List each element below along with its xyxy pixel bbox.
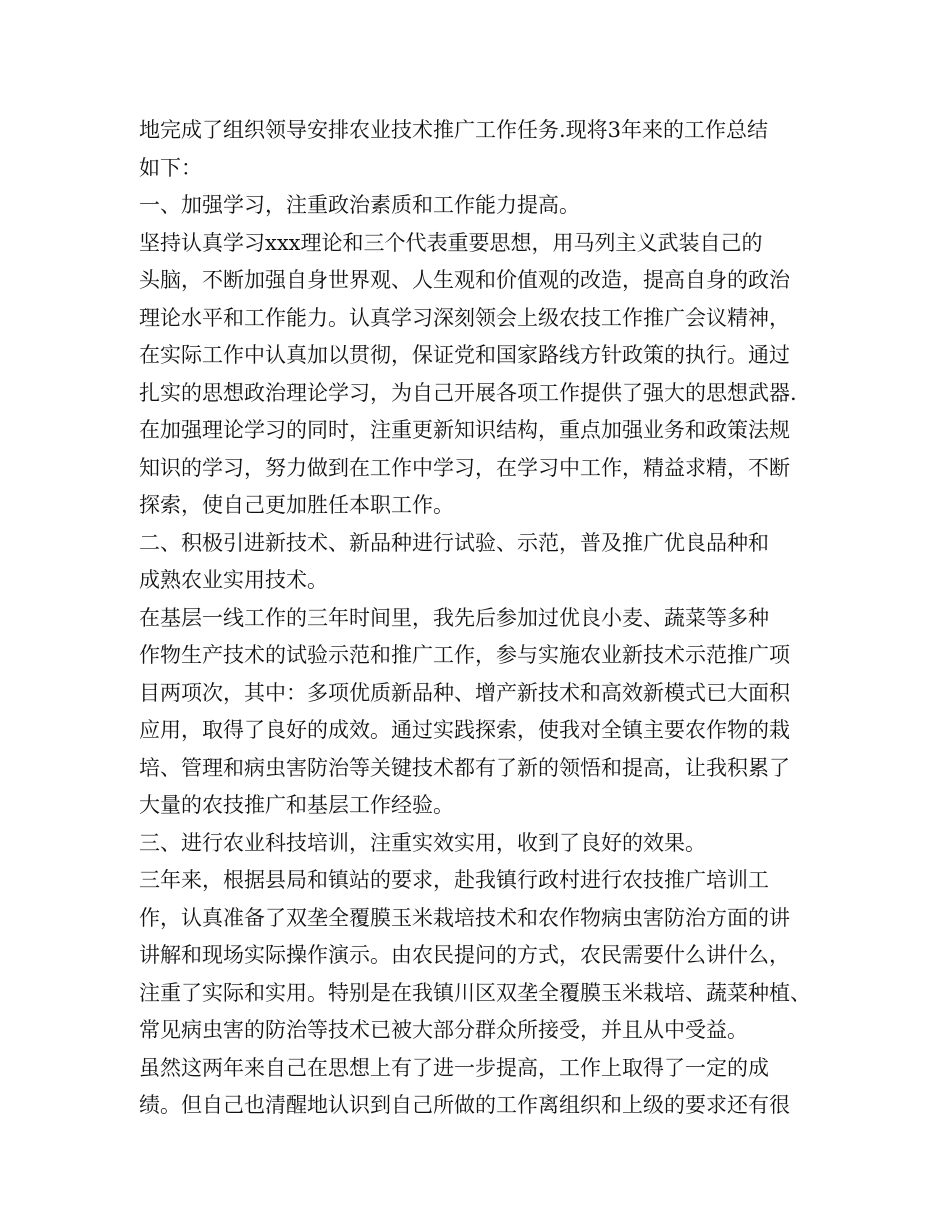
text-line: 注重了实际和实用。特别是在我镇川区双垄全覆膜玉米栽培、蔬菜种植、 (139, 980, 811, 1005)
text-line: 讲解和现场实际操作演示。由农民提问的方式，农民需要什么讲什么， (139, 943, 790, 967)
text-line: 如下： (139, 155, 202, 180)
text-line: 地完成了组织领导安排农业技术推广工作任务.现将3年来的工作总结 (139, 118, 769, 142)
text-line: 在实际工作中认真加以贯彻，保证党和国家路线方针政策的执行。通过 (139, 343, 790, 367)
text-line: 作物生产技术的试验示范和推广工作，参与实施农业新技术示范推广项 (139, 643, 790, 667)
text-line: 探索，使自己更加胜任本职工作。 (139, 493, 454, 517)
text-line: 三年来，根据县局和镇站的要求，赴我镇行政村进行农技推广培训工 (139, 868, 769, 892)
section-heading: 一、加强学习，注重政治素质和工作能力提高。 (139, 193, 580, 217)
text-line: 绩。但自己也清醒地认识到自己所做的工作离组织和上级的要求还有很 (139, 1093, 790, 1117)
text-line: 目两项次，其中：多项优质新品种、增产新技术和高效新模式已大面积 (139, 680, 790, 705)
section-heading: 二、积极引进新技术、新品种进行试验、示范，普及推广优良品种和 (139, 530, 769, 555)
text-line: 培、管理和病虫害防治等关键技术都有了新的领悟和提高，让我积累了 (139, 755, 790, 780)
text-line: 理论水平和工作能力。认真学习深刻领会上级农技工作推广会议精神， (139, 305, 790, 330)
document-body (139, 112, 829, 1125)
text-line: 应用，取得了良好的成效。通过实践探索，使我对全镇主要农作物的栽 (139, 718, 790, 742)
section-heading: 三、进行农业科技培训，注重实效实用，收到了良好的效果。 (139, 830, 706, 855)
text-line: 坚持认真学习xxx理论和三个代表重要思想，用马列主义武装自己的 (139, 230, 763, 255)
section-heading: 成熟农业实用技术。 (139, 568, 328, 592)
text-line: 头脑，不断加强自身世界观、人生观和价值观的改造，提高自身的政治 (139, 268, 790, 292)
text-line: 在加强理论学习的同时，注重更新知识结构，重点加强业务和政策法规 (139, 418, 790, 442)
text-line: 知识的学习，努力做到在工作中学习，在学习中工作，精益求精，不断 (139, 455, 790, 480)
text-line: 大量的农技推广和基层工作经验。 (139, 793, 454, 817)
text-line: 作，认真准备了双垄全覆膜玉米栽培技术和农作物病虫害防治方面的讲 (139, 905, 790, 930)
text-line: 扎实的思想政治理论学习，为自己开展各项工作提供了强大的思想武器. (139, 380, 797, 405)
text-line: 虽然这两年来自己在思想上有了进一步提高，工作上取得了一定的成 (139, 1055, 769, 1080)
text-line: 在基层一线工作的三年时间里，我先后参加过优良小麦、蔬菜等多种 (139, 605, 769, 630)
text-line: 常见病虫害的防治等技术已被大部分群众所接受，并且从中受益。 (139, 1018, 748, 1042)
